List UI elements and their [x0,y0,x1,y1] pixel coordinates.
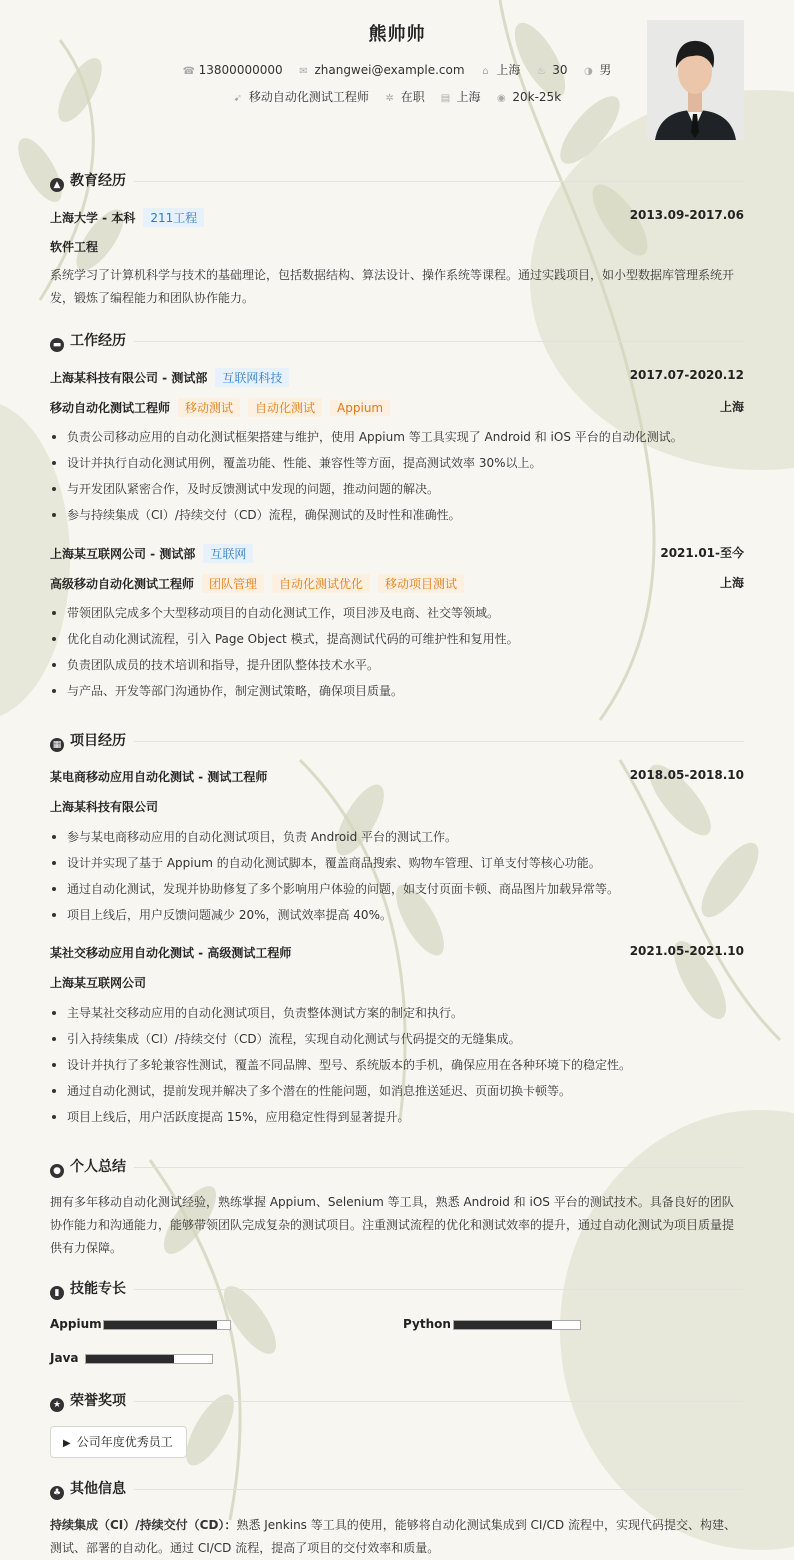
skill-level-bar [453,1320,581,1330]
avatar-photo [647,20,744,140]
project-header-row [50,944,744,962]
list-item: 通过自动化测试，提前发现并解决了多个潜在的性能问题，如消息推送延迟、页面切换卡顿等。 [50,1078,744,1104]
industry-tag: 互联网科技 [215,368,289,387]
gender-icon: ◑ [583,66,593,77]
other-text: 熟悉 Jenkins 等工具的使用，能够将自动化测试集成到 CI/CD 流程中，实现代码提交、构建、测试、部署的自动化。通过 CI/CD 流程，提高了项目的交付效率和质量。 [50,1518,736,1555]
work-position-row [50,574,744,592]
education-period: 2013.09-2017.06 [629,208,744,222]
honor-item[interactable]: ▶ 公司年度优秀员工 [50,1426,187,1458]
section-honors-title: ★ 荣誉奖项 [50,1390,744,1410]
list-item: 与产品、开发等部门沟通协作，制定测试策略，确保项目质量。 [50,678,744,704]
skill-name: Java [50,1351,79,1365]
city-item: ⌂ 上海 [482,63,521,77]
work-position-row [50,398,744,416]
education-major: 软件工程 [50,240,99,254]
project-company: 上海某互联网公司 [50,976,147,990]
skill-tag: 自动化测试优化 [272,574,370,593]
section-divider [134,181,744,182]
work-company: 上海某科技有限公司 - 测试部 [50,371,208,385]
work-company-row [50,544,744,562]
skill-tag: Appium [330,400,390,416]
industry-tag: 互联网 [203,544,253,563]
info-icon: ♣ [50,1486,64,1500]
school-name: 上海大学 - 本科 [50,211,136,225]
coin-icon: ◉ [497,93,506,104]
skill-level-bar [103,1320,231,1330]
section-divider [134,1489,744,1490]
project-bullets [50,824,744,928]
list-item: 与开发团队紧密合作，及时反馈测试中发现的问题，推动问题的解决。 [50,476,744,502]
building-icon: ▤ [440,93,451,104]
graduation-cap-icon: ▲ [50,178,64,192]
briefcase-icon: ▬ [50,338,64,352]
section-divider [134,1167,744,1168]
skill-level-fill [104,1321,217,1329]
list-item: 带领团队完成多个大型移动项目的自动化测试工作，项目涉及电商、社交等领域。 [50,600,744,626]
other-label: 持续集成（CI）/持续交付（CD）： [50,1518,237,1532]
skill-name: Appium [50,1317,102,1331]
work-position: 高级移动自动化测试工程师 [50,577,195,591]
project-name: 某电商移动应用自动化测试 - 测试工程师 [50,770,268,784]
work-location: 上海 [719,400,744,414]
work-company-row [50,368,744,386]
job-intent-row [50,88,744,105]
phone-icon: ☎ [182,66,196,77]
project-period: 2018.05-2018.10 [629,768,744,782]
project-name: 某社交移动应用自动化测试 - 高级测试工程师 [50,946,292,960]
work-bullets [50,600,744,704]
section-work-title: ▬ 工作经历 [50,330,744,350]
candidate-name: 熊帅帅 [368,24,426,45]
play-icon: ▶ [63,1438,71,1449]
project-company: 上海某科技有限公司 [50,800,159,814]
user-icon: ● [50,1164,64,1178]
section-other-title: ♣ 其他信息 [50,1478,744,1498]
section-divider [134,1401,744,1402]
skill-name: Python [403,1317,451,1331]
chart-icon: ▮ [50,1286,64,1300]
award-icon: ★ [50,1398,64,1412]
section-divider [134,741,744,742]
section-projects-title: ▦ 项目经历 [50,730,744,750]
project-header-row [50,768,744,786]
work-period: 2017.07-2020.12 [629,368,744,382]
work-bullets [50,424,744,528]
work-period: 2021.01-至今 [660,546,744,560]
resume-header [50,0,744,150]
target-city-item: ▤ 上海 [440,90,481,104]
list-item: 项目上线后，用户活跃度提高 15%，应用稳定性得到显著提升。 [50,1104,744,1130]
gear-icon: ✲ [385,93,394,104]
skill-tag: 团队管理 [202,574,264,593]
school-tag: 211工程 [143,208,204,227]
status-item: ✲ 在职 [385,90,425,104]
section-divider [134,341,744,342]
salary-item: ◉ 20k-25k [497,90,562,104]
list-item: 参与某电商移动应用的自动化测试项目，负责 Android 平台的测试工作。 [50,824,744,850]
project-period: 2021.05-2021.10 [629,944,744,958]
section-summary-title: ● 个人总结 [50,1156,744,1176]
list-item: 负责团队成员的技术培训和指导，提升团队整体技术水平。 [50,652,744,678]
work-position: 移动自动化测试工程师 [50,401,171,415]
list-item: 主导某社交移动应用的自动化测试项目，负责整体测试方案的制定和执行。 [50,1000,744,1026]
skill-level-fill [86,1355,174,1363]
job-title-item: ➹ 移动自动化测试工程师 [233,90,369,104]
project-bullets [50,1000,744,1130]
list-item: 设计并执行自动化测试用例，覆盖功能、性能、兼容性等方面，提高测试效率 30%以上。 [50,450,744,476]
section-skills-title: ▮ 技能专长 [50,1278,744,1298]
phone-item: ☎ 13800000000 [182,63,283,77]
cake-icon: ♨ [536,66,546,77]
education-description: 系统学习了计算机科学与技术的基础理论，包括数据结构、算法设计、操作系统等课程。通过实践项目，如小型数据库管理系统开发，锻炼了编程能力和团队协作能力。 [50,268,735,305]
home-icon: ⌂ [482,66,489,77]
email-item: ✉ zhangwei@example.com [299,63,465,77]
mail-icon: ✉ [299,66,308,77]
send-icon: ➹ [233,93,243,104]
section-education-title: ▲ 教育经历 [50,170,744,190]
skill-tag: 移动项目测试 [378,574,464,593]
skill-tag: 移动测试 [178,398,240,417]
work-location: 上海 [719,576,744,590]
list-item: 设计并实现了基于 Appium 的自动化测试脚本，覆盖商品搜索、购物车管理、订单支付等核心功能。 [50,850,744,876]
section-divider [134,1289,744,1290]
skill-level-fill [454,1321,552,1329]
list-item: 优化自动化测试流程，引入 Page Object 模式，提高测试代码的可维护性和复用性。 [50,626,744,652]
summary-text: 拥有多年移动自动化测试经验，熟练掌握 Appium、Selenium 等工具，熟悉 Android 和 iOS 平台的测试技术。具备良好的团队协作能力和沟通能力，能够带领团队完成复杂的测试项目。注重测试流程的优化和测试效率的提升，通过自动化测试为项目质量提供有力保障。 [50,1195,735,1255]
list-item: 引入持续集成（CI）/持续交付（CD）流程，实现自动化测试与代码提交的无缝集成。 [50,1026,744,1052]
gender-item: ◑ 男 [583,63,612,77]
other-info [50,1514,744,1560]
skill-level-bar [85,1354,213,1364]
work-company: 上海某互联网公司 - 测试部 [50,547,196,561]
age-item: ♨ 30 [536,63,568,77]
list-item: 参与持续集成（CI）/持续交付（CD）流程，确保测试的及时性和准确性。 [50,502,744,528]
list-item: 负责公司移动应用的自动化测试框架搭建与维护，使用 Appium 等工具实现了 Android 和 iOS 平台的自动化测试。 [50,424,744,450]
contact-row [50,61,744,78]
list-item: 设计并执行了多轮兼容性测试，覆盖不同品牌、型号、系统版本的手机，确保应用在各种环境下的稳定性。 [50,1052,744,1078]
education-header-row [50,208,744,226]
list-item: 项目上线后，用户反馈问题减少 20%，测试效率提高 40%。 [50,902,744,928]
skill-tag: 自动化测试 [248,398,322,417]
grid-icon: ▦ [50,738,64,752]
list-item: 通过自动化测试，发现并协助修复了多个影响用户体验的问题，如支付页面卡顿、商品图片加载异常等。 [50,876,744,902]
